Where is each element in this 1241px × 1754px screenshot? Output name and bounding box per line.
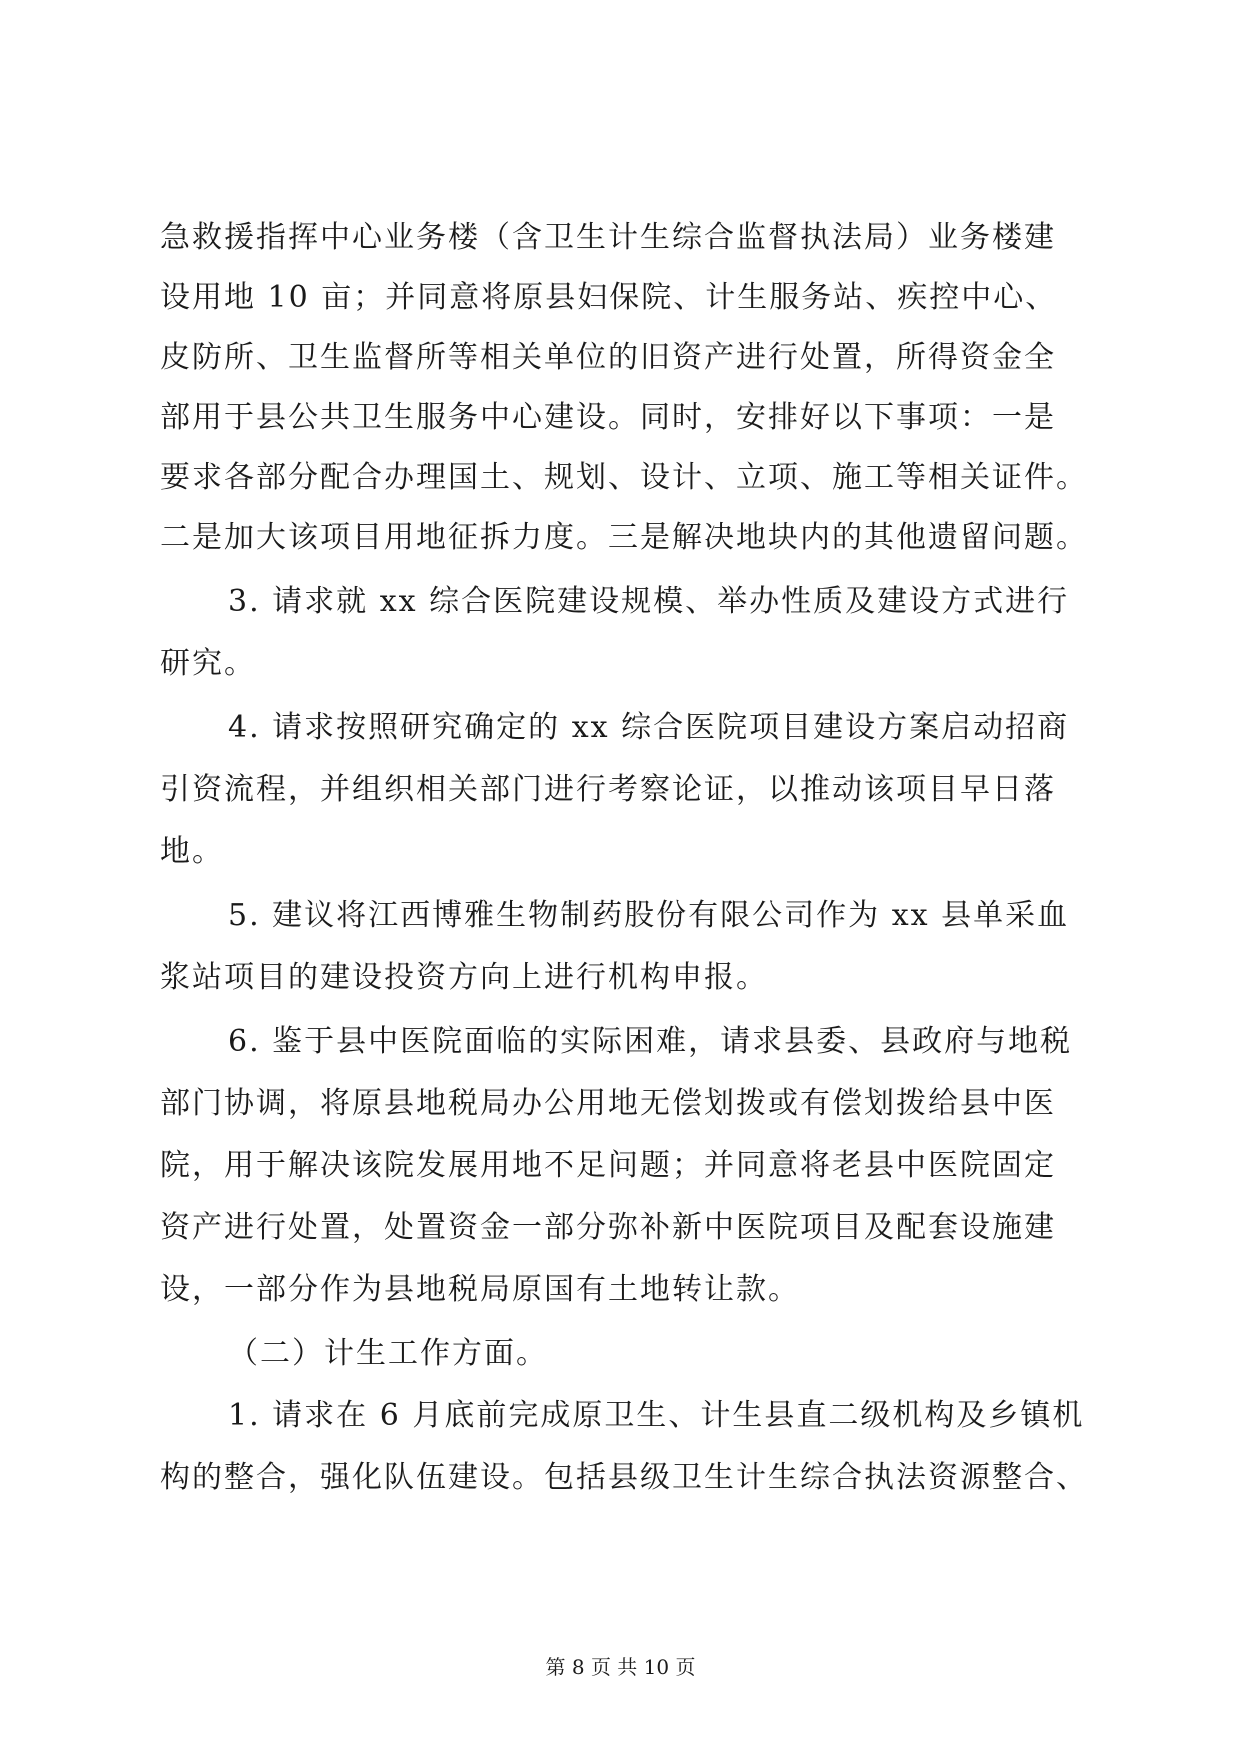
- text-line: 要求各部分配合办理国土、规划、设计、立项、施工等相关证件。: [160, 460, 1088, 495]
- text-line: 浆站项目的建设投资方向上进行机构申报。: [160, 960, 768, 995]
- text-line: 设，一部分作为县地税局原国有土地转让款。: [160, 1272, 800, 1307]
- text-line: 部用于县公共卫生服务中心建设。同时，安排好以下事项：一是: [160, 400, 1056, 435]
- text-line: 1. 请求在 6 月底前完成原卫生、计生县直二级机构及乡镇机: [228, 1398, 1085, 1433]
- text-line: 资产进行处置，处置资金一部分弥补新中医院项目及配套设施建: [160, 1210, 1056, 1245]
- text-line: 二是加大该项目用地征拆力度。三是解决地块内的其他遗留问题。: [160, 520, 1088, 555]
- text-line: 6. 鉴于县中医院面临的实际困难，请求县委、县政府与地税: [228, 1024, 1073, 1059]
- text-line: 院，用于解决该院发展用地不足问题；并同意将老县中医院固定: [160, 1148, 1056, 1183]
- text-line: 设用地 10 亩；并同意将原县妇保院、计生服务站、疾控中心、: [160, 280, 1058, 315]
- page-number-footer: 第 8 页 共 10 页: [545, 1655, 696, 1679]
- text-line: 5. 建议将江西博雅生物制药股份有限公司作为 xx 县单采血: [228, 898, 1070, 933]
- text-line: 4. 请求按照研究确定的 xx 综合医院项目建设方案启动招商: [228, 710, 1070, 745]
- text-line: 引资流程，并组织相关部门进行考察论证，以推动该项目早日落: [160, 772, 1056, 807]
- text-line: 急救援指挥中心业务楼（含卫生计生综合监督执法局）业务楼建: [160, 220, 1056, 255]
- text-line: 地。: [160, 834, 224, 869]
- text-line: 研究。: [160, 646, 256, 681]
- text-line: 部门协调，将原县地税局办公用地无偿划拨或有偿划拨给县中医: [160, 1086, 1056, 1121]
- text-line: 皮防所、卫生监督所等相关单位的旧资产进行处置，所得资金全: [160, 340, 1056, 375]
- text-line: 构的整合，强化队伍建设。包括县级卫生计生综合执法资源整合、: [160, 1460, 1088, 1495]
- section-heading: （二）计生工作方面。: [228, 1336, 548, 1371]
- text-line: 3. 请求就 xx 综合医院建设规模、举办性质及建设方式进行: [228, 584, 1070, 619]
